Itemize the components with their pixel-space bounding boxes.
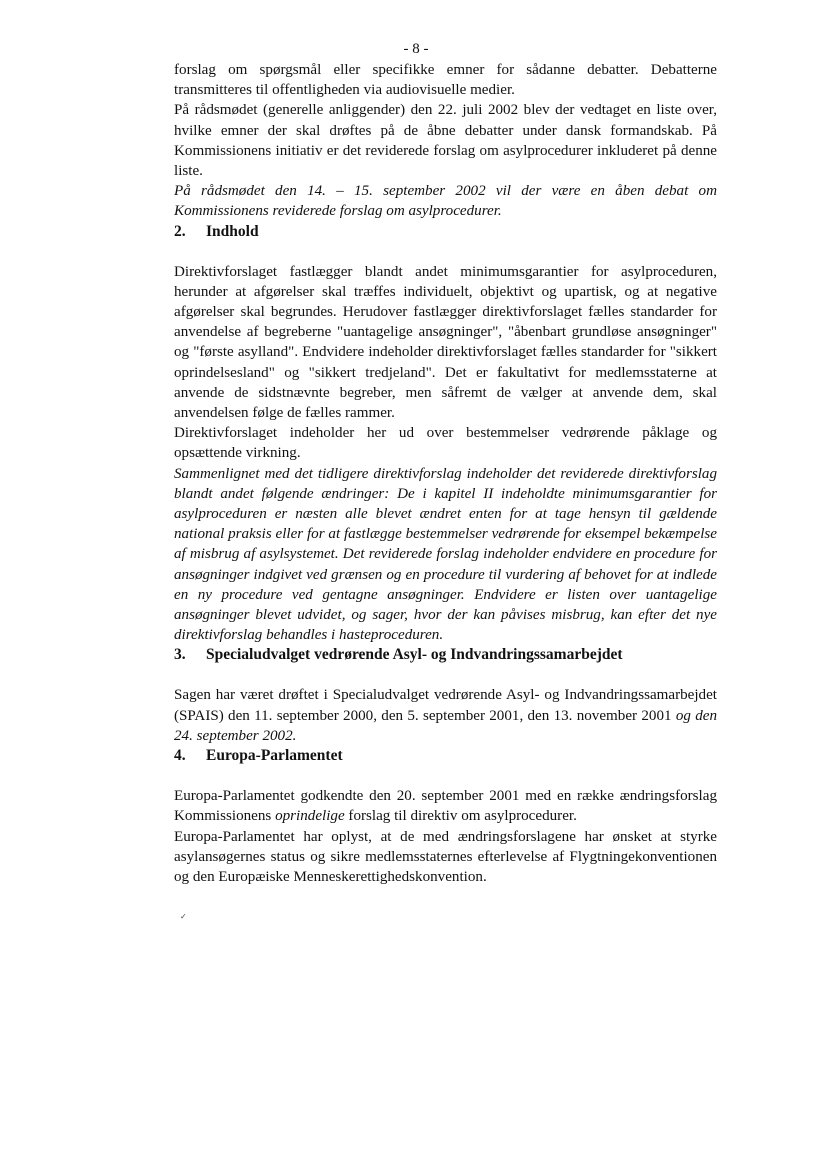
section-number: 2.: [174, 222, 186, 240]
section-number: 3.: [174, 646, 186, 664]
paragraph: forslag om spørgsmål eller specifikke emner for sådanne debatter. Debatterne transmitteres til offentligheden via audiovisuelle medier.: [174, 62, 717, 99]
document-body: [174, 60, 717, 887]
paragraph-text: Europa-Parlamentet godkendte den 20. september 2001 med en række ændringsforslag Kommissionens: [174, 788, 717, 825]
paragraph: [174, 786, 717, 826]
section-heading-3: [174, 645, 717, 665]
section-number: 4.: [174, 747, 186, 765]
section-title: Indhold: [206, 222, 259, 240]
paragraph-italic: På rådsmødet den 14. – 15. september 2002 vil der være en åben debat om Kommissionens reviderede forslag om asylprocedurer.: [174, 183, 717, 220]
section-title: Specialudvalget vedrørende Asyl- og Indvandringssamarbejdet: [206, 646, 623, 664]
paragraph: Europa-Parlamentet har oplyst, at de med ændringsforslagene har ønsket at styrke asylansøgernes status og sikre medlemsstaternes efterlevelse af Flygtningekonventionen og den Europæiske Menneskerettighedskonvention.: [174, 828, 717, 885]
section-heading-4: [174, 746, 717, 766]
scan-speck: ✓: [180, 912, 187, 921]
paragraph-italic-text: oprindelige: [275, 808, 345, 825]
paragraph-text: Sagen har været drøftet i Specialudvalget vedrørende Asyl- og Indvandringssamarbejdet (SPAIS) den 11. september 2000, den 5. september 2001, den 13. november 2001: [174, 687, 717, 724]
paragraph: Direktivforslaget fastlægger blandt andet minimumsgarantier for asylproceduren, herunder at afgørelser skal træffes individuelt, objektivt og upartisk, og at negative afgørelser skal begrundes. Herudover fastlægger direktivforslaget fælles standarder for anvendelse af begreberne "uantagelige ansøgninger", "åbenbart grundløse ansøgninger" og "første asylland". Endvidere indeholder direktivforslaget fælles standarder for "sikkert oprindelsesland" og "sikkert tredjeland". Det er fakultativt for medlemsstaterne at anvende de sidstnævnte begreber, men såfremt de vælger at anvende dem, skal anvendelsen følge de fælles rammer.: [174, 263, 717, 422]
paragraph: [174, 685, 717, 746]
page-number: - 8 -: [403, 41, 429, 57]
section-title: Europa-Parlamentet: [206, 747, 343, 765]
paragraph: Direktivforslaget indeholder her ud over bestemmelser vedrørende påklage og opsættende virkning.: [174, 425, 717, 462]
section-heading-2: [174, 222, 717, 242]
paragraph-text: forslag til direktiv om asylprocedurer.: [344, 808, 577, 825]
paragraph-italic: Sammenlignet med det tidligere direktivforslag indeholder det reviderede direktivforslag blandt andet følgende ændringer: De i kapitel II indeholdte minimumsgarantier for asylproceduren er næsten alle blevet ændret enten for at tage hensyn til gældende national praksis eller for at fastlægge bestemmelser vedrørende for eksempel bekæmpelse af misbrug af asylsystemet. Det reviderede forslag indeholder endvidere en procedure for ansøgninger indgivet ved grænsen og en procedure til vurdering af behovet for at indlede en ny procedure ved gentagne ansøgninger. Endvidere er listen over uantagelige ansøgninger blevet udvidet, og sager, hvor der kan påvises misbrug, kan efter det nye direktivforslag behandles i hasteproceduren.: [174, 465, 717, 644]
paragraph: På rådsmødet (generelle anliggender) den 22. juli 2002 blev der vedtaget en liste over, hvilke emner der skal drøftes på de åbne debatter under dansk formandskab. På Kommissionens initiativ er det reviderede forslag om asylprocedurer inkluderet på denne liste.: [174, 102, 717, 180]
paragraph-italic-text: og den 24. september 2002.: [174, 707, 717, 744]
